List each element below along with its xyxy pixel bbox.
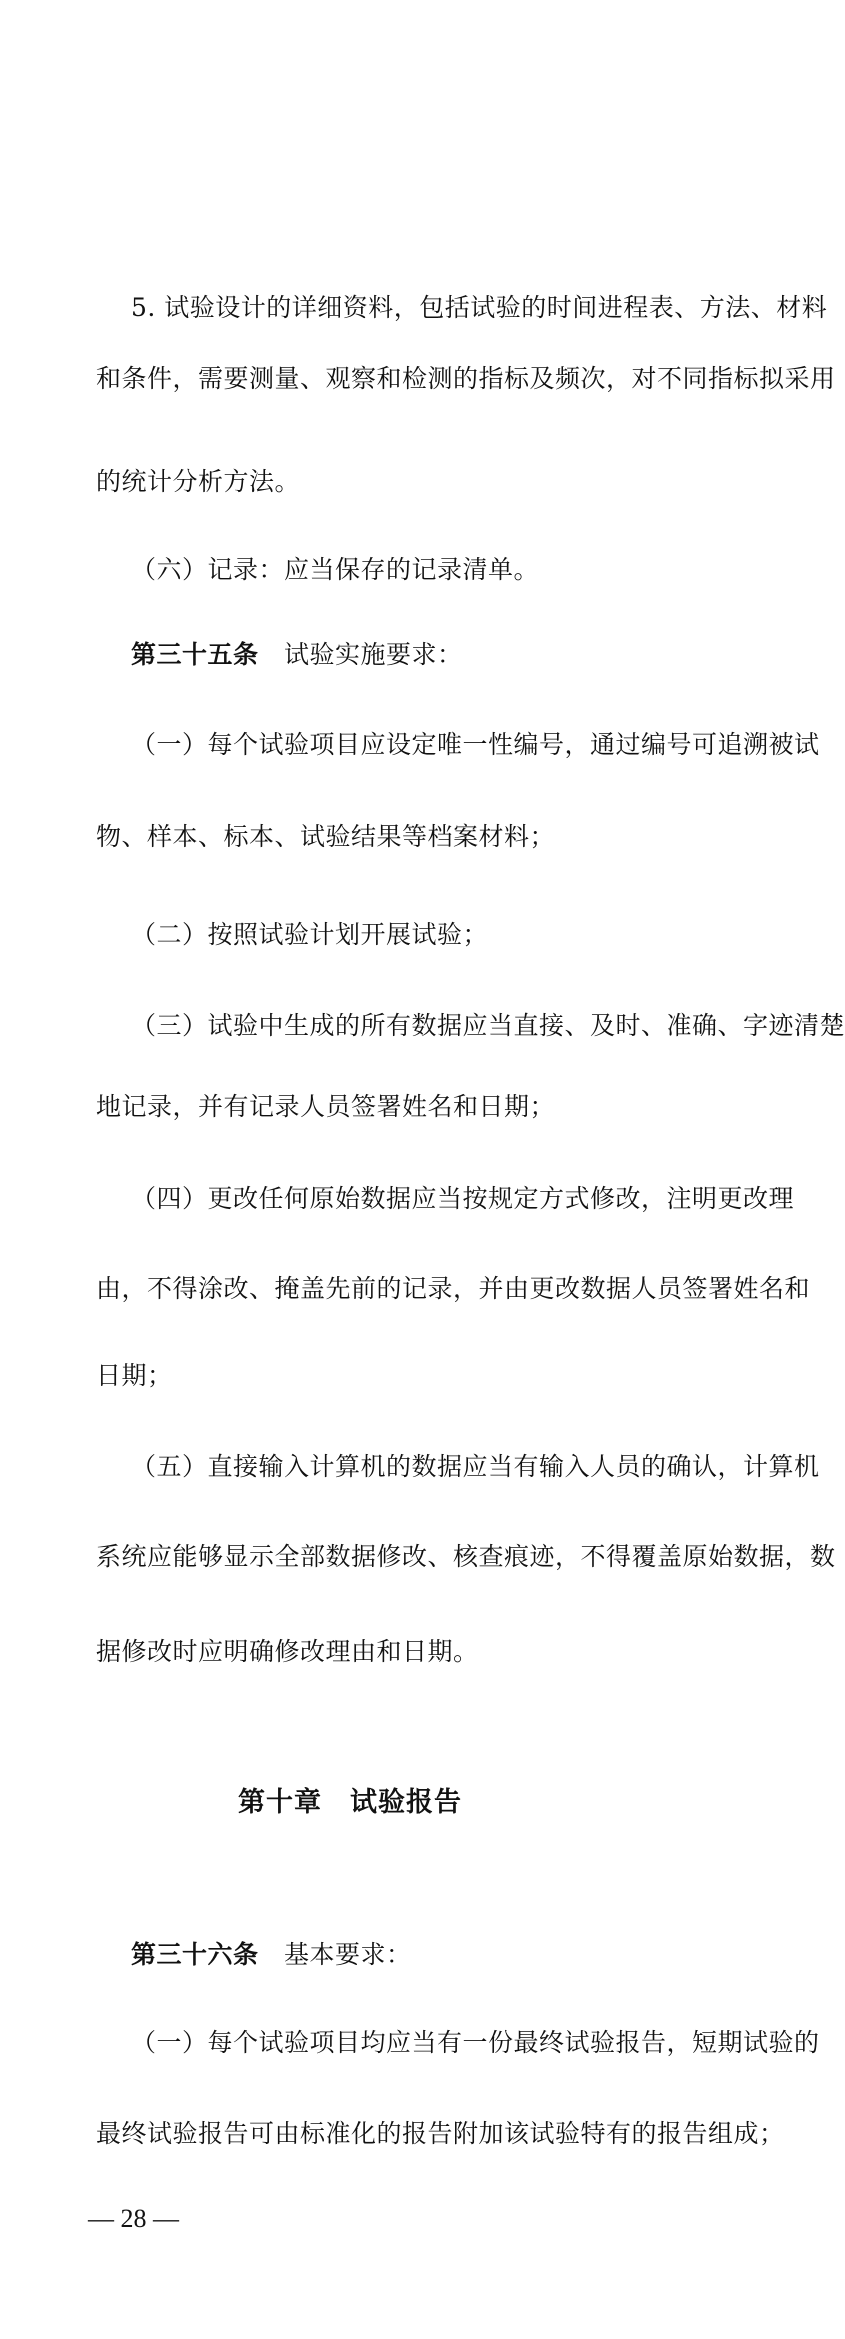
paragraph-line: 物、样本、标本、试验结果等档案材料； — [96, 822, 556, 851]
paragraph-line: 5. 试验设计的详细资料，包括试验的时间进程表、方法、材料 — [131, 293, 828, 322]
article-number: 第三十五条 — [131, 640, 259, 669]
paragraph-line: （五）直接输入计算机的数据应当有输入人员的确认，计算机 — [131, 1452, 820, 1481]
chapter-number: 第十章 — [238, 1787, 322, 1818]
paragraph-line: （二）按照试验计划开展试验； — [131, 920, 489, 949]
chapter-title: 试验报告 — [350, 1787, 462, 1818]
paragraph-line: （一）每个试验项目应设定唯一性编号，通过编号可追溯被试 — [131, 730, 820, 759]
paragraph-line: 由，不得涂改、掩盖先前的记录，并由更改数据人员签署姓名和 — [96, 1274, 811, 1303]
paragraph-line: （三）试验中生成的所有数据应当直接、及时、准确、字迹清楚 — [131, 1011, 845, 1040]
paragraph-line: 的统计分析方法。 — [96, 467, 301, 496]
chapter-heading — [0, 1785, 700, 1821]
paragraph-line: 系统应能够显示全部数据修改、核查痕迹，不得覆盖原始数据，数 — [96, 1542, 836, 1571]
article-title: 试验实施要求： — [284, 640, 463, 669]
paragraph-line: 日期； — [96, 1361, 173, 1390]
article-number: 第三十六条 — [131, 1940, 259, 1969]
paragraph-line: （六）记录：应当保存的记录清单。 — [131, 555, 540, 584]
page-number: — 28 — — [88, 2204, 179, 2233]
article-36-heading — [131, 1938, 412, 1972]
paragraph-line: 最终试验报告可由标准化的报告附加该试验特有的报告组成； — [96, 2119, 785, 2148]
paragraph-line: 和条件，需要测量、观察和检测的指标及频次，对不同指标拟采用 — [96, 364, 836, 393]
article-35-heading — [131, 638, 463, 672]
article-title: 基本要求： — [284, 1940, 412, 1969]
paragraph-line: 地记录，并有记录人员签署姓名和日期； — [96, 1092, 556, 1121]
paragraph-line: （一）每个试验项目均应当有一份最终试验报告，短期试验的 — [131, 2028, 820, 2057]
paragraph-line: （四）更改任何原始数据应当按规定方式修改，注明更改理 — [131, 1184, 795, 1213]
paragraph-line: 据修改时应明确修改理由和日期。 — [96, 1637, 479, 1666]
